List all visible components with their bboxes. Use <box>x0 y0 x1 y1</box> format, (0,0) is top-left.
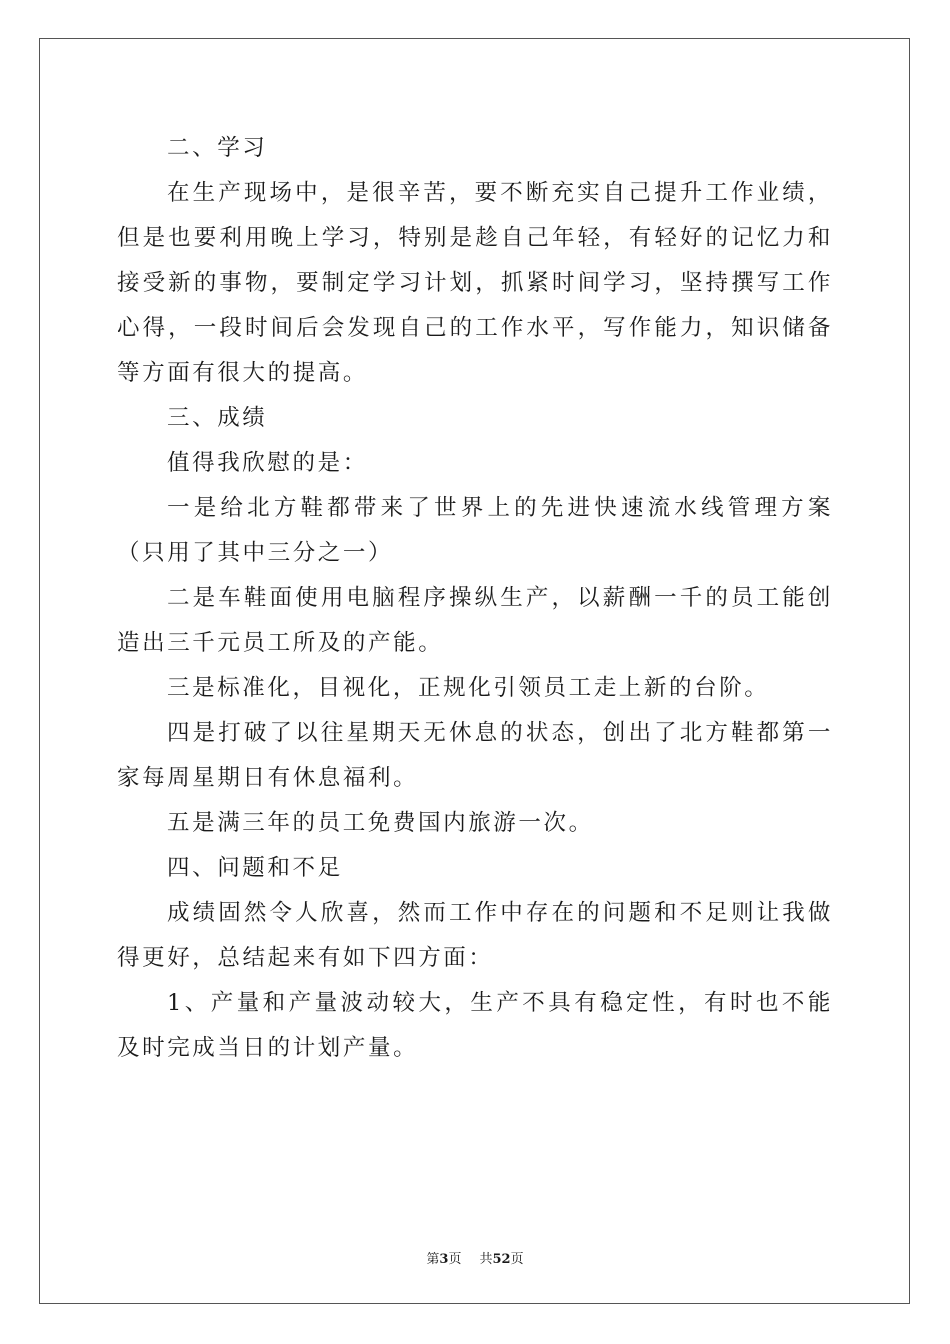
paragraph-problems-intro: 成绩固然令人欣喜，然而工作中存在的问题和不足则让我做得更好，总结起来有如下四方面： <box>117 900 833 971</box>
total-prefix: 共 <box>479 1252 493 1267</box>
section-heading-achievements: 三、成绩 <box>167 405 268 431</box>
page-suffix: 页 <box>448 1252 462 1267</box>
section-heading-problems: 四、问题和不足 <box>167 855 343 881</box>
document-body <box>117 126 833 1071</box>
paragraph-achievement-5: 五是满三年的员工免费国内旅游一次。 <box>167 810 594 836</box>
paragraph-gratifying: 值得我欣慰的是： <box>167 450 368 476</box>
paragraph-achievement-1: 一是给北方鞋都带来了世界上的先进快速流水线管理方案（只用了其中三分之一） <box>117 495 833 566</box>
paragraph-problem-1: 1、产量和产量波动较大，生产不具有稳定性，有时也不能及时完成当日的计划产量。 <box>117 990 833 1061</box>
paragraph-study: 在生产现场中，是很辛苦，要不断充实自己提升工作业绩，但是也要利用晚上学习，特别是趁自己年轻，有轻好的记忆力和接受新的事物，要制定学习计划，抓紧时间学习，坚持撰写工作心得，一段时间后会发现自己的工作水平，写作能力，知识储备等方面有很大的提高。 <box>117 180 833 386</box>
page-prefix: 第 <box>426 1252 440 1267</box>
paragraph-achievement-2: 二是车鞋面使用电脑程序操纵生产，以薪酬一千的员工能创造出三千元员工所及的产能。 <box>117 585 833 656</box>
page-number: 3 <box>439 1252 449 1267</box>
page-footer <box>0 1248 950 1267</box>
total-pages: 52 <box>492 1252 511 1267</box>
total-suffix: 页 <box>510 1252 524 1267</box>
paragraph-achievement-3: 三是标准化，目视化，正规化引领员工走上新的台阶。 <box>167 675 770 701</box>
section-heading-study: 二、学习 <box>167 135 268 161</box>
paragraph-achievement-4: 四是打破了以往星期天无休息的状态，创出了北方鞋都第一家每周星期日有休息福利。 <box>117 720 833 791</box>
